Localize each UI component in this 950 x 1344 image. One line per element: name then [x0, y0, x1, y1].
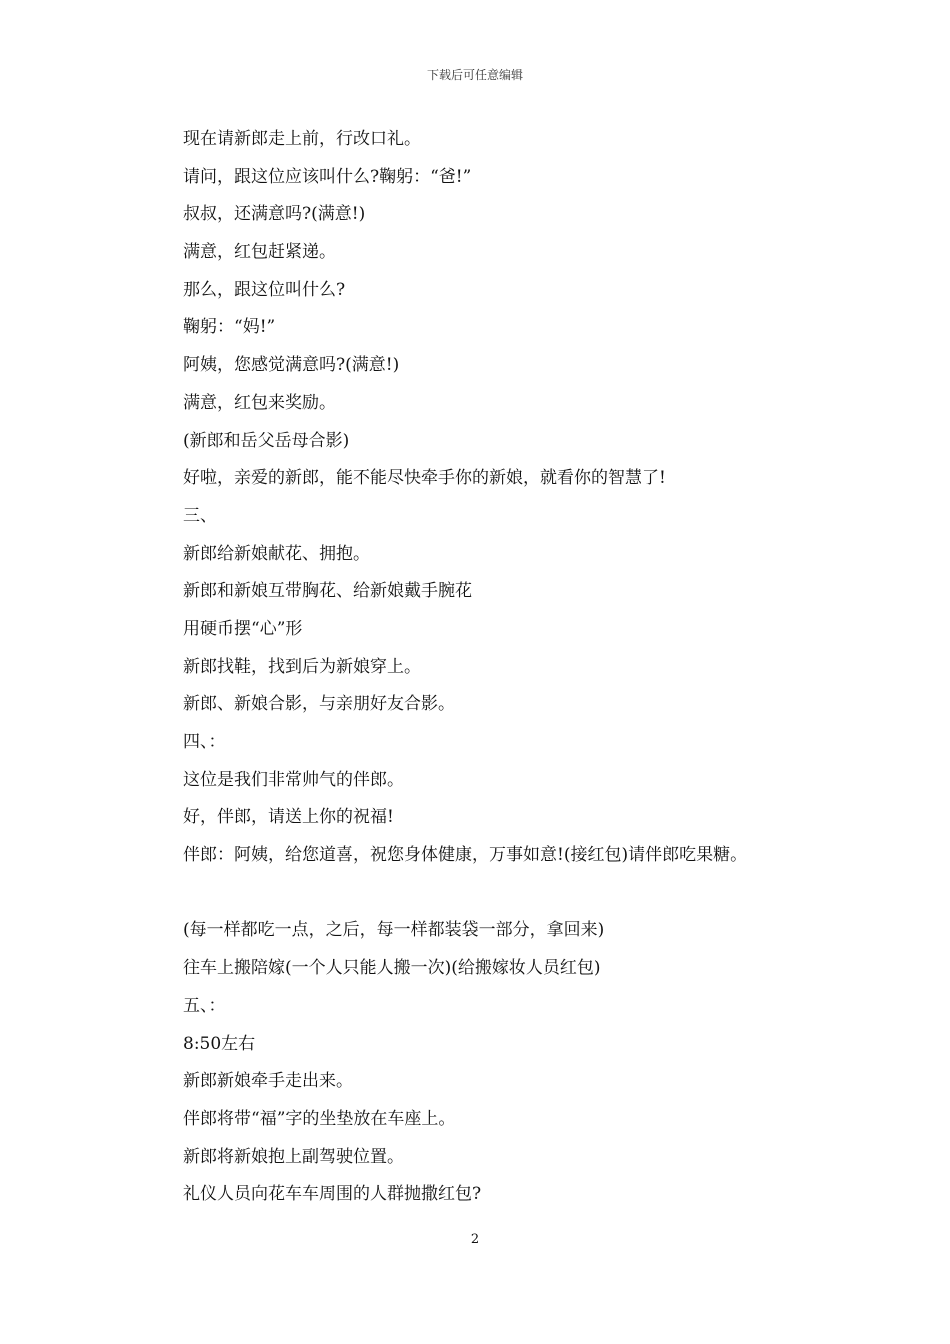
section-heading: 三、: [183, 505, 217, 526]
text-line: 新郎、新娘合影，与亲朋好友合影。: [183, 694, 455, 715]
text-line: 新郎将新娘抱上副驾驶位置。: [183, 1146, 404, 1167]
text-line: 用硬币摆“心”形: [183, 618, 303, 639]
text-line: 请问，跟这位应该叫什么?鞠躬：“爸!”: [183, 166, 472, 187]
text-line: 好啦，亲爱的新郎，能不能尽快牵手你的新娘，就看你的智慧了!: [183, 468, 666, 489]
text-line: 8:50左右: [183, 1033, 256, 1054]
text-line: 新郎找鞋，找到后为新娘穿上。: [183, 656, 421, 677]
text-line: 鞠躬：“妈!”: [183, 317, 276, 338]
page-number: 2: [470, 1232, 480, 1247]
text-line: 往车上搬陪嫁(一个人只能人搬一次)(给搬嫁妆人员红包): [183, 958, 601, 979]
text-line: 现在请新郎走上前，行改口礼。: [183, 129, 421, 149]
text-line: 伴郎：阿姨，给您道喜，祝您身体健康，万事如意!(接红包)请伴郎吃果糖。: [183, 845, 748, 866]
text-line: 伴郎将带“福”字的坐垫放在车座上。: [183, 1108, 456, 1129]
section-heading: 四、：: [183, 732, 226, 752]
document-body: [183, 121, 843, 1214]
text-line: 这位是我们非常帅气的伴郎。: [183, 769, 404, 790]
text-line: (新郎和岳父岳母合影): [183, 430, 350, 451]
text-line: 新郎和新娘互带胸花、给新娘戴手腕花: [183, 581, 472, 602]
text-line: 好，伴郎，请送上你的祝福!: [183, 807, 394, 828]
section-heading: 五、：: [183, 995, 226, 1016]
text-line: 满意，红包赶紧递。: [183, 242, 336, 263]
text-line: 阿姨，您感觉满意吗?(满意!): [183, 355, 400, 376]
text-line: 新郎新娘牵手走出来。: [183, 1071, 353, 1092]
text-line: 新郎给新娘献花、拥抱。: [183, 543, 370, 564]
text-line: 礼仪人员向花车车周围的人群抛撒红包?: [183, 1184, 482, 1205]
blank-line: [183, 875, 843, 913]
text-line: (每一样都吃一点，之后，每一样都装袋一部分，拿回来): [183, 920, 605, 941]
page-header: 下载后可任意编辑: [426, 68, 523, 82]
text-line: 那么，跟这位叫什么?: [183, 279, 346, 300]
text-line: 满意，红包来奖励。: [183, 392, 336, 413]
text-line: 叔叔，还满意吗?(满意!): [183, 204, 366, 225]
